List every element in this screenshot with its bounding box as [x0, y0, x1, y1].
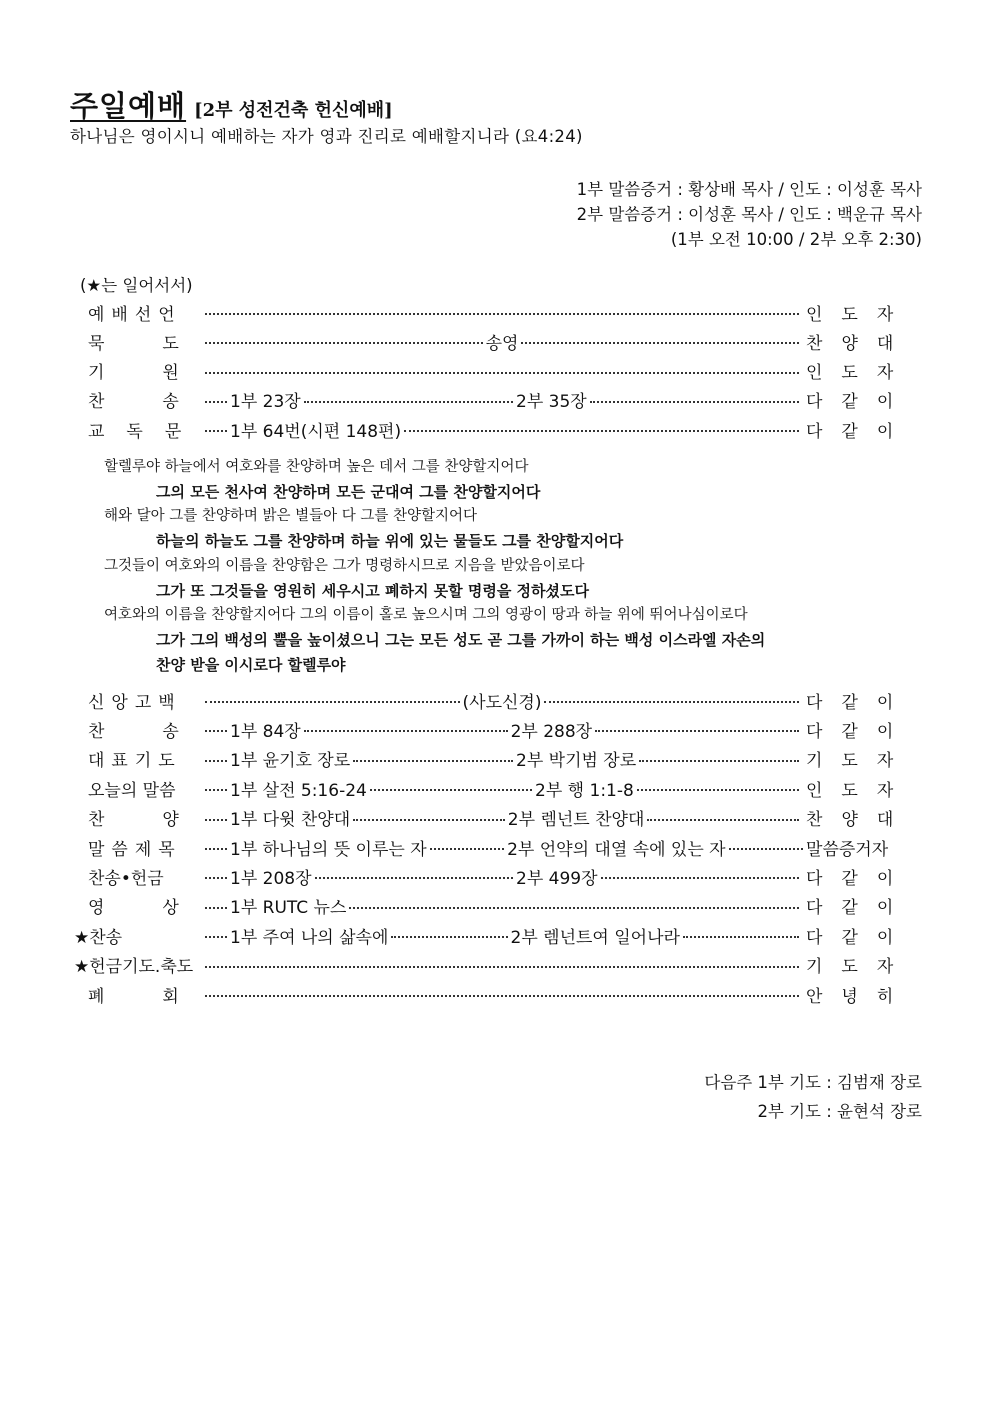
service-item	[74, 357, 913, 385]
first-service-detail: 1부 살전 5:16-24	[230, 780, 367, 801]
service-item-label: 찬송	[88, 721, 237, 742]
service-item-role: 다같이	[806, 421, 913, 442]
service-item	[74, 980, 913, 1008]
service-item	[74, 298, 913, 326]
service-item-role: 인도자	[806, 304, 913, 325]
service-item	[74, 715, 913, 743]
service-item	[74, 745, 913, 773]
service-item-detail: 송영	[485, 333, 519, 354]
standing-note: (★는 일어서서)	[80, 276, 193, 295]
service-item-label: 신앙고백	[88, 692, 182, 713]
second-service-detail: 2부 288장	[510, 721, 593, 742]
service-item-label: ★헌금기도.축도	[74, 957, 194, 978]
service-item	[74, 327, 913, 355]
leader-dots	[205, 819, 227, 821]
service-item-label: 예배선언	[88, 304, 182, 325]
leader-dots	[544, 701, 799, 703]
first-service-detail: 1부 다윗 찬양대	[230, 810, 351, 831]
leader-dots	[205, 430, 227, 432]
first-service-detail: 1부 64번(시편 148편)	[230, 421, 402, 442]
leader-dots	[353, 819, 505, 821]
service-item-role: 기도자	[806, 957, 913, 978]
leader-dots	[683, 936, 799, 938]
service-item-role: 다같이	[806, 868, 913, 889]
reading-response: 찬양 받을 이시로다 할렐루야	[156, 655, 346, 674]
service-item	[74, 774, 913, 802]
preacher-line-1: 1부 말씀증거 : 황상배 목사 / 인도 : 이성훈 목사	[576, 180, 922, 199]
leader-dots	[205, 936, 227, 938]
reading-line: 그것들이 여호와의 이름을 찬양함은 그가 명령하시므로 지음을 받았음이로다	[104, 557, 585, 574]
leader-dots	[205, 372, 799, 374]
reading-line: 할렐루야 하늘에서 여호와를 찬양하며 높은 데서 그를 찬양할지어다	[104, 459, 529, 475]
service-item-role: 기도자	[806, 751, 913, 772]
leader-dots	[205, 995, 799, 997]
page-subtitle: [2부 성전건축 헌신예배]	[194, 100, 393, 121]
service-item-role: 찬양대	[806, 333, 913, 354]
service-item	[74, 415, 913, 443]
first-service-detail: 1부 208장	[230, 868, 312, 889]
next-week-line-1: 다음주 1부 기도 : 김범재 장로	[704, 1073, 922, 1092]
leader-dots	[205, 401, 227, 403]
second-service-detail: 2부 렘넌트여 일어나라	[510, 927, 680, 948]
service-item-role: 인도자	[806, 780, 913, 801]
reading-response: 그의 모든 천사여 찬양하며 모든 군대여 그를 찬양할지어다	[156, 482, 541, 501]
leader-dots	[205, 789, 227, 791]
service-item-label: 대표기도	[88, 751, 182, 772]
second-service-detail: 2부 언약의 대열 속에 있는 자	[507, 839, 726, 860]
leader-dots	[349, 907, 799, 909]
service-item	[74, 862, 913, 890]
leader-dots	[205, 848, 227, 850]
service-item-label: 폐회	[88, 986, 237, 1007]
service-item-detail: (사도신경)	[462, 692, 542, 713]
service-item-label: ★찬송	[74, 927, 123, 948]
next-week-line-2: 2부 기도 : 윤현석 장로	[757, 1102, 922, 1121]
leader-dots	[391, 936, 507, 938]
page-title: 주일예배	[70, 89, 187, 123]
service-item-role: 안녕히	[806, 986, 913, 1007]
leader-dots	[729, 848, 803, 850]
service-item-role: 다같이	[806, 927, 913, 948]
service-item	[74, 951, 913, 979]
leader-dots	[590, 401, 799, 403]
leader-dots	[595, 730, 799, 732]
second-service-detail: 2부 박기범 장로	[516, 751, 637, 772]
reading-response: 그가 그의 백성의 뿔을 높이셨으니 그는 모든 성도 곧 그를 가까이 하는 백성 이스라엘 자손의	[156, 630, 766, 649]
leader-dots	[353, 760, 513, 762]
service-item-role: 다같이	[806, 721, 913, 742]
service-item-role: 다같이	[806, 692, 913, 713]
leader-dots	[601, 877, 799, 879]
leader-dots	[521, 342, 799, 344]
service-item-role: 말씀증거자	[806, 839, 889, 860]
leader-dots	[430, 848, 504, 850]
leader-dots	[205, 701, 460, 703]
service-item-label: 교독문	[88, 421, 204, 442]
leader-dots	[205, 877, 227, 879]
first-service-detail: 1부 RUTC 뉴스	[230, 898, 347, 919]
service-item-label: 영상	[88, 898, 237, 919]
second-service-detail: 2부 렘넌트 찬양대	[507, 810, 645, 831]
leader-dots	[304, 730, 508, 732]
service-item	[74, 892, 913, 920]
leader-dots	[639, 760, 799, 762]
second-service-detail: 2부 행 1:1-8	[535, 780, 634, 801]
service-item-role: 다같이	[806, 898, 913, 919]
service-item-role: 다같이	[806, 392, 913, 413]
first-service-detail: 1부 84장	[230, 721, 301, 742]
service-item	[74, 686, 913, 714]
responsive-reading	[104, 455, 765, 677]
leader-dots	[205, 342, 483, 344]
service-item-label: 기원	[88, 363, 237, 384]
leader-dots	[370, 789, 532, 791]
preacher-line-2: 2부 말씀증거 : 이성훈 목사 / 인도 : 백운규 목사	[576, 205, 922, 224]
title-line	[70, 84, 393, 125]
reading-line: 해와 달아 그를 찬양하며 밝은 별들아 다 그를 찬양할지어다	[104, 508, 478, 525]
scripture-verse: 하나님은 영이시니 예배하는 자가 영과 진리로 예배할지니라 (요4:24)	[70, 127, 583, 146]
leader-dots	[647, 819, 799, 821]
reading-response: 그가 또 그것들을 영원히 세우시고 폐하지 못할 명령을 정하셨도다	[156, 581, 590, 600]
second-service-detail: 2부 35장	[516, 392, 587, 413]
service-item	[74, 804, 913, 832]
service-item-label: 묵도	[88, 333, 237, 354]
service-item-label: 찬양	[88, 810, 237, 831]
leader-dots	[304, 401, 513, 403]
leader-dots	[315, 877, 513, 879]
service-item-role: 찬양대	[806, 810, 913, 831]
service-item-label: 오늘의 말씀	[88, 780, 176, 801]
leader-dots	[205, 907, 227, 909]
service-item-role: 인도자	[806, 363, 913, 384]
leader-dots	[205, 730, 227, 732]
leader-dots	[205, 966, 799, 968]
service-item-label: 찬송	[88, 392, 237, 413]
leader-dots	[637, 789, 799, 791]
first-service-detail: 1부 23장	[230, 392, 301, 413]
second-service-detail: 2부 499장	[516, 868, 598, 889]
leader-dots	[205, 760, 227, 762]
first-service-detail: 1부 윤기호 장로	[230, 751, 351, 772]
reading-response: 하늘의 하늘도 그를 찬양하며 하늘 위에 있는 물들도 그를 찬양할지어다	[156, 532, 624, 551]
service-times: (1부 오전 10:00 / 2부 오후 2:30)	[670, 230, 922, 249]
service-item-label: 찬송•헌금	[88, 868, 164, 889]
leader-dots	[205, 313, 799, 315]
preacher-info	[577, 177, 922, 252]
next-week-info	[704, 1068, 922, 1126]
service-item	[74, 386, 913, 414]
first-service-detail: 1부 하나님의 뜻 이루는 자	[230, 839, 427, 860]
leader-dots	[404, 430, 799, 432]
service-item-label: 말씀제목	[88, 839, 182, 860]
service-item	[74, 833, 894, 861]
reading-line: 여호와의 이름을 찬양할지어다 그의 이름이 홀로 높으시며 그의 영광이 땅과 하늘 위에 뛰어나심이로다	[104, 607, 748, 624]
service-item	[74, 921, 913, 949]
first-service-detail: 1부 주여 나의 삶속에	[230, 927, 389, 948]
